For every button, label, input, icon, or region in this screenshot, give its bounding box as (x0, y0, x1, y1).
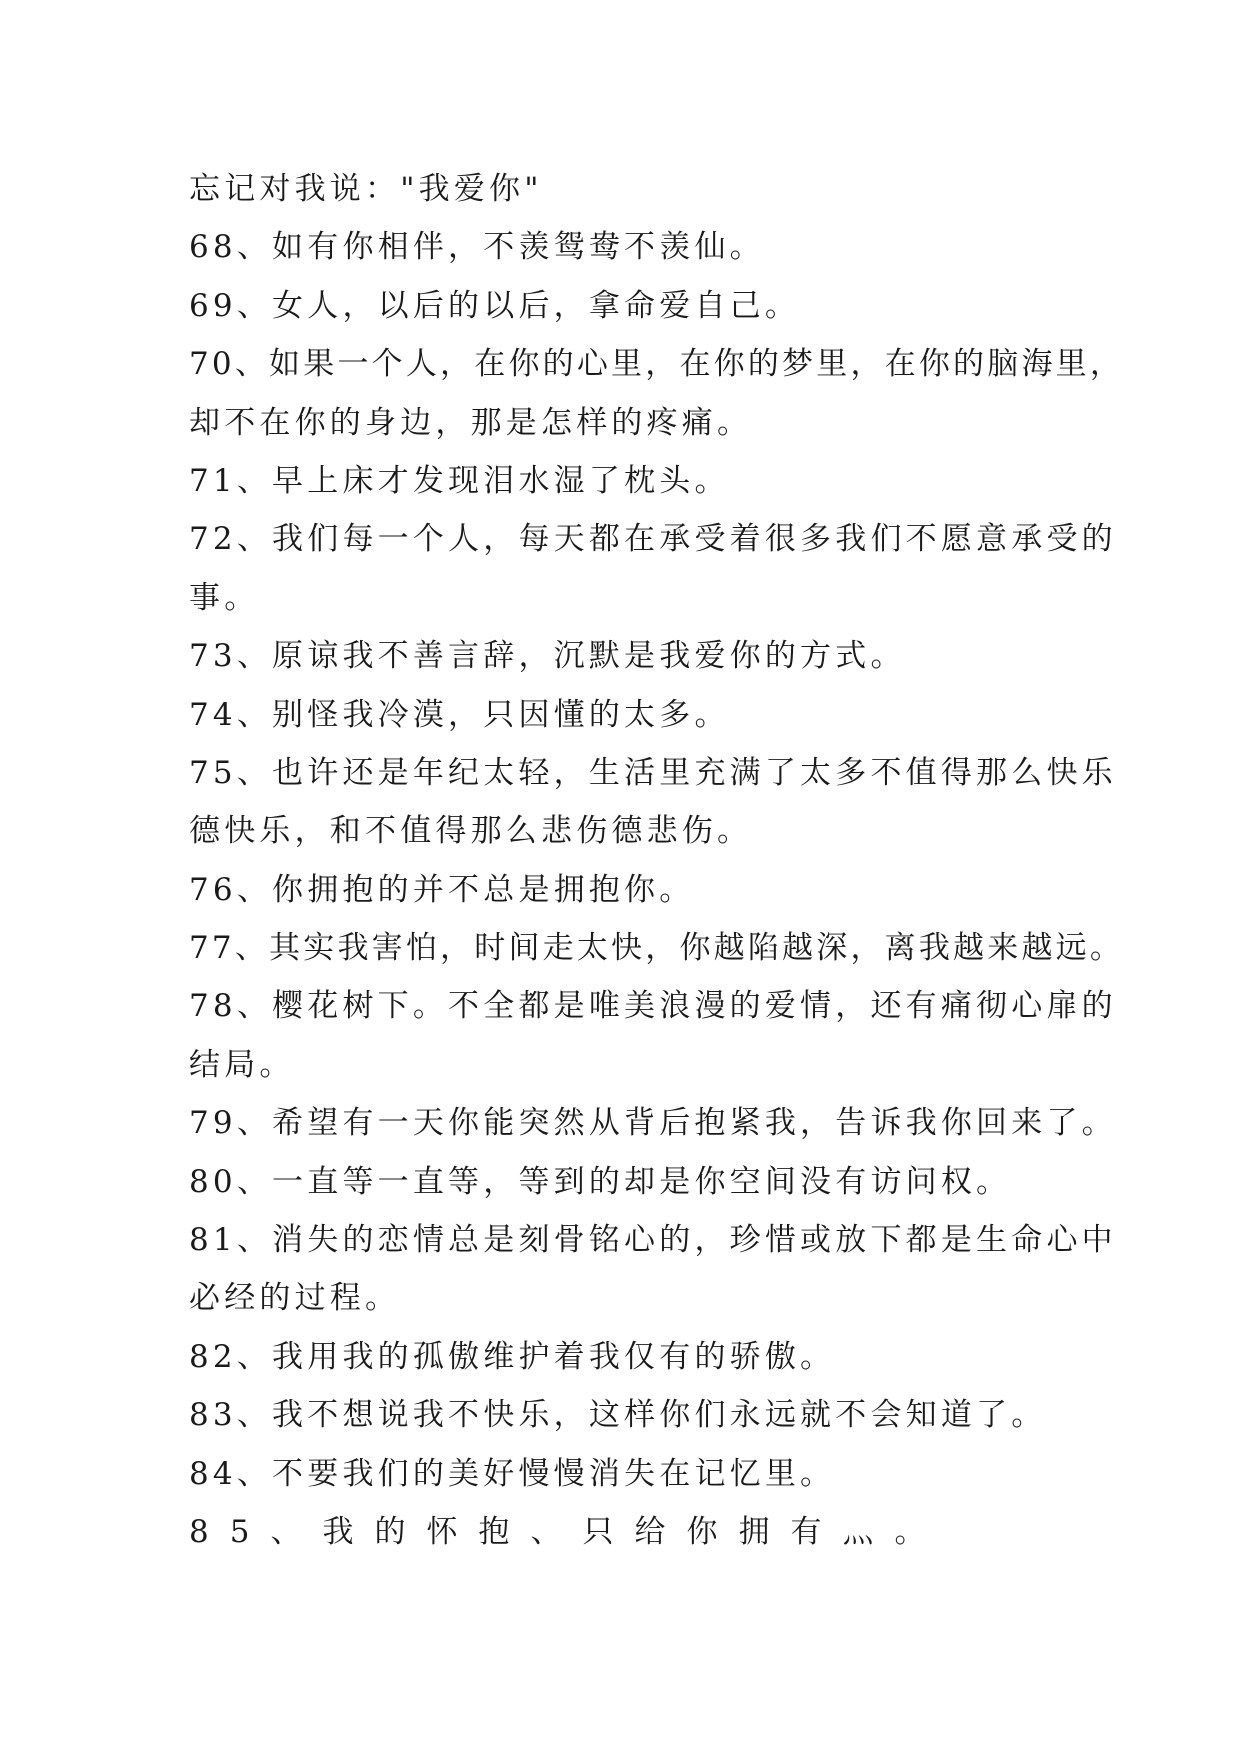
text-line: 77、其实我害怕，时间走太快，你越陷越深，离我越来越远。 (189, 930, 1125, 967)
text-line: 忘记对我说："我爱你" (189, 171, 543, 207)
text-line: 71、早上床才发现泪水湿了枕头。 (189, 462, 730, 499)
text-line: 80、一直等一直等，等到的却是你空间没有访问权。 (189, 1163, 1012, 1200)
text-line: 81、消失的恋情总是刻骨铭心的，珍惜或放下都是生命心中 (189, 1222, 1117, 1259)
text-line: 72、我们每一个人，每天都在承受着很多我们不愿意承受的 (189, 521, 1117, 558)
text-line: 结局。 (189, 1046, 295, 1083)
text-line: 68、如有你相伴，不羡鸳鸯不羡仙。 (189, 229, 765, 266)
text-line: 83、我不想说我不快乐，这样你们永远就不会知道了。 (189, 1397, 1047, 1434)
text-line: 必经的过程。 (189, 1280, 401, 1317)
text-line: 70、如果一个人，在你的心里，在你的梦里，在你的脑海里， (189, 346, 1125, 383)
text-line: 德快乐，和不值得那么悲伤德悲伤。 (189, 813, 753, 850)
text-line: 76、你拥抱的并不总是拥抱你。 (189, 871, 695, 908)
text-line: 78、樱花树下。不全都是唯美浪漫的爱情，还有痛彻心扉的 (189, 988, 1117, 1025)
text-line: 85、我的怀抱、只给你拥有灬。 (189, 1513, 947, 1550)
text-line: 79、希望有一天你能突然从背后抱紧我，告诉我你回来了。 (189, 1105, 1117, 1142)
text-line: 73、原谅我不善言辞，沉默是我爱你的方式。 (189, 638, 906, 675)
text-line: 却不在你的身边，那是怎样的疼痛。 (189, 404, 753, 441)
text-line: 事。 (189, 579, 260, 616)
text-line: 75、也许还是年纪太轻，生活里充满了太多不值得那么快乐 (189, 754, 1117, 791)
document-body (189, 160, 1125, 1561)
text-line: 74、别怪我冷漠，只因懂的太多。 (189, 696, 730, 733)
text-line: 84、不要我们的美好慢慢消失在记忆里。 (189, 1455, 836, 1492)
text-line: 69、女人，以后的以后，拿命爱自己。 (189, 287, 801, 324)
text-line: 82、我用我的孤傲维护着我仅有的骄傲。 (189, 1338, 836, 1375)
